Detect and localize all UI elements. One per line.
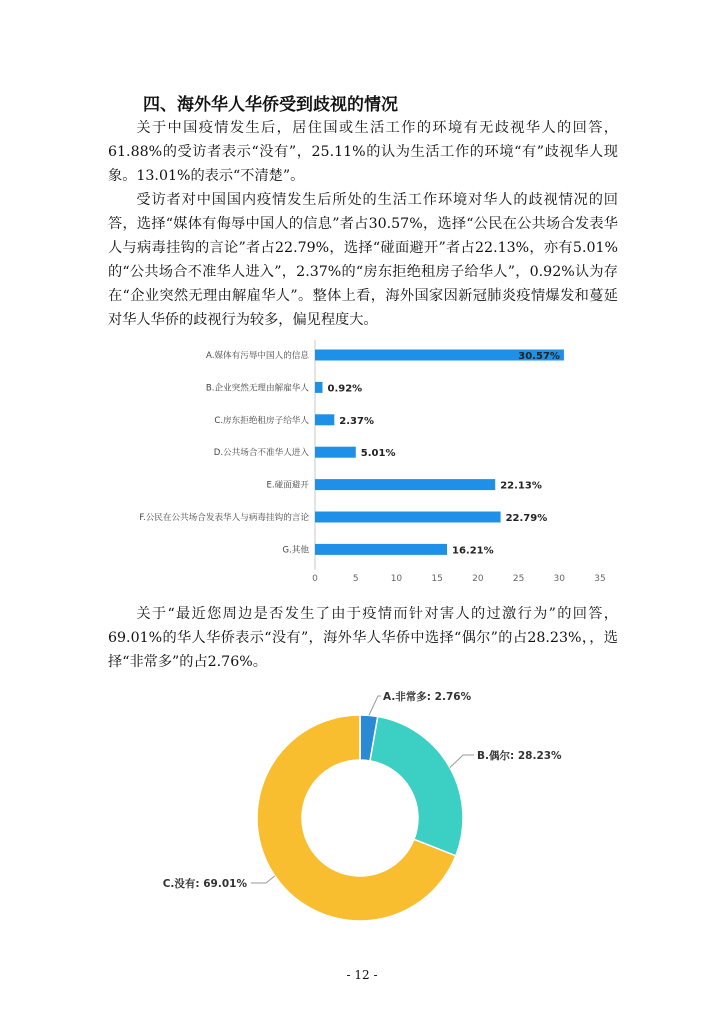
category-label: E.碰面避开 [266, 480, 309, 491]
bar-value-label: 22.13% [500, 480, 542, 492]
bar [315, 447, 356, 458]
x-tick-label: 5 [352, 574, 359, 584]
x-tick-label: 15 [431, 574, 443, 584]
bar-value-label: 0.92% [327, 383, 363, 395]
bar [315, 414, 334, 425]
bar [315, 544, 447, 555]
x-tick-label: 10 [390, 574, 403, 584]
bar [315, 512, 501, 523]
slice-label: B.偶尔: 28.23% [477, 750, 562, 762]
x-tick-label: 25 [512, 574, 525, 584]
bar [315, 479, 495, 490]
bar-value-label: 2.37% [339, 415, 375, 427]
bar-value-label: 30.57% [518, 351, 560, 362]
page-number: - 12 - [346, 968, 378, 982]
category-label: B.企业突然无理由解雇华人 [205, 383, 309, 394]
bar-value-label: 5.01% [360, 448, 396, 460]
category-label: D.公共场合不准华人进入 [213, 448, 309, 459]
paragraph-discrimination-environment: 关于中国疫情发生后，居住国或生活工作的环境有无歧视华人的回答，61.88%的受访者表示“没有”，25.11%的认为生活工作的环境“有”歧视华人现象。13.01%的表示“不清楚”。 [108, 120, 618, 184]
category-label: C.房东拒绝租房子给华人 [214, 415, 309, 426]
category-label: F.公民在公共场合发表华人与病毒挂钩的言论 [139, 513, 309, 523]
section-title: 四、海外华人华侨受到歧视的情况 [143, 95, 398, 115]
category-label: A.媒体有污辱中国人的信息 [206, 351, 309, 361]
slice-label: A.非常多: 2.76% [383, 691, 472, 703]
slice-label: C.没有: 69.01% [162, 878, 247, 890]
x-tick-label: 20 [472, 574, 484, 584]
bar-value-label: 16.21% [451, 545, 494, 557]
paragraph-discrimination-types: 受访者对中国国内疫情发生后所处的生活工作环境对华人的歧视情况的回答，选择“媒体有侮辱中国人的信息”者占30.57%，选择“公民在公共场合发表华人与病毒挂钩的言论”者占22.79%，选择“碰面避开”者占22.13%，亦有5.01%的“公共场合不准华人进入”，2.37%的“房东拒绝租房子给华人”，0.92%认为存在“企业突然无理由解雇华人”。整体上看，海外国家因新冠肺炎疫情爆发和蔓延对华人华侨的歧视行为较多，偏见程度大。 [108, 192, 618, 328]
x-tick-label: 35 [594, 574, 606, 584]
paragraph-aggressive-behavior: 关于“最近您周边是否发生了由于疫情而针对害人的过激行为”的回答，69.01%的华人华侨表示“没有”，海外华人华侨中选择“偶尔”的占28.23%，，选择“非常多”的占2.76%。 [108, 606, 618, 670]
x-tick-label: 0 [312, 574, 318, 584]
x-tick-label: 30 [553, 574, 566, 584]
category-label: G.其他 [282, 545, 309, 556]
bar [315, 382, 322, 393]
bar-value-label: 22.79% [505, 513, 548, 524]
